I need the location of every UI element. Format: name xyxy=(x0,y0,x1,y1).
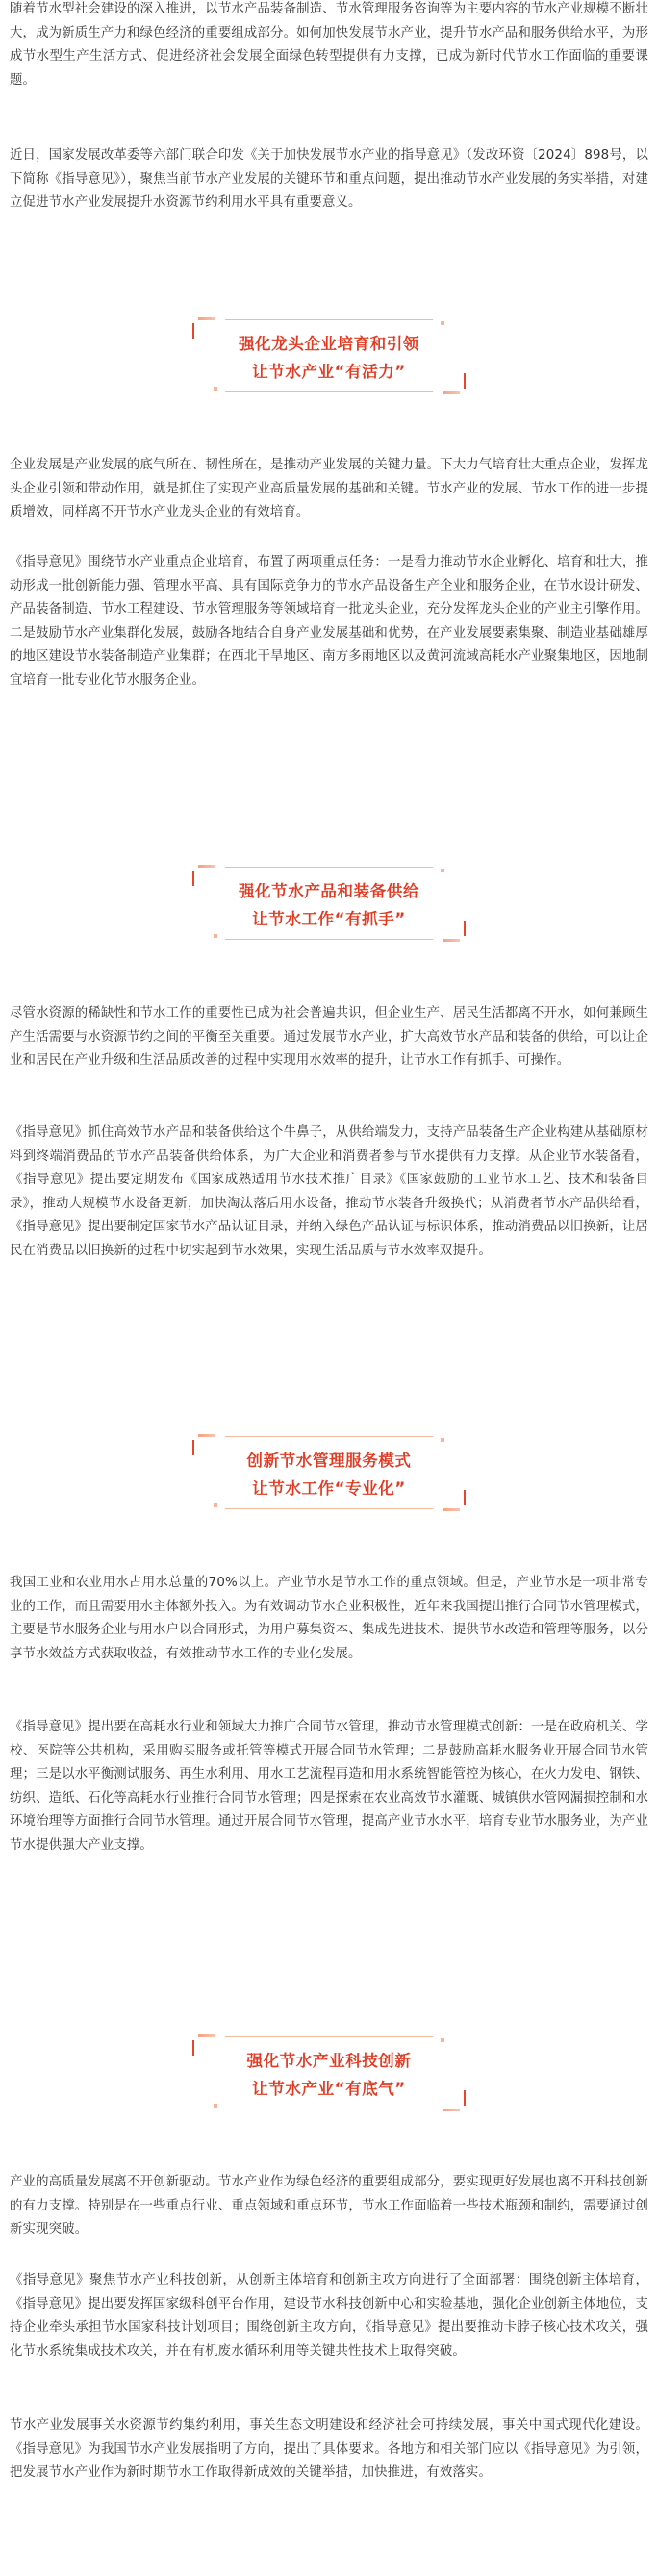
heading-bar-ornament xyxy=(198,865,215,868)
heading-dot-ornament xyxy=(441,2038,444,2042)
heading-dot-ornament xyxy=(214,1503,217,1507)
heading-bar-ornament xyxy=(198,317,215,320)
intro-paragraph-1: 随着节水型社会建设的深入推进，以节水产品装备制造、节水管理服务咨询等为主要内容的节水产业规模不断壮大，成为新质生产力和绿色经济的重要组成部分。如何加快发展节水产业，提升节水产品和服务供给水平，为形成节水型生产生活方式、促进经济社会发展全面绿色转型提供有力支撑，已成为新时代节水工作面临的重要课题。 xyxy=(10,2,648,88)
heading-dot-ornament xyxy=(441,321,444,325)
intro-paragraph-2: 近日，国家发展改革委等六部门联合印发《关于加快发展节水产业的指导意见》（发改环资〔2024〕898号，以下简称《指导意见》），聚焦当前节水产业发展的关键环节和重点问题，提出推动节水产业发展的务实举措，对建立促进节水产业发展提升水资源节约利用水平具有重要意义。 xyxy=(10,148,648,211)
section-1-paragraph-1: 企业发展是产业发展的底气所在、韧性所在，是推动产业发展的关键力量。下大力气培育壮大重点企业，发挥龙头企业引领和带动作用，就是抓住了实现产业高质量发展的基础和关键。节水产业的发展、节水工作的进一步提质增效，同样离不开节水产业龙头企业的有效培育。 xyxy=(10,458,648,520)
section-4-paragraph-1: 产业的高质量发展离不开创新驱动。节水产业作为绿色经济的重要组成部分，要实现更好发展也离不开科技创新的有力支撑。特别是在一些重点行业、重点领域和重点环节，节水工作面临着一些技术瓶颈和制约，需要通过创新实现突破。 xyxy=(10,2175,648,2237)
heading-dot-ornament xyxy=(441,869,444,872)
heading-dot-ornament xyxy=(214,387,217,391)
heading-dot-ornament xyxy=(214,2104,217,2108)
section-1-title-line-2: 让节水产业“有活力” xyxy=(252,363,406,381)
section-heading-4 xyxy=(0,2019,658,2127)
heading-bar-ornament xyxy=(443,939,460,942)
section-3-title-line-1: 创新节水管理服务模式 xyxy=(246,1452,412,1470)
section-3-title-line-2: 让节水工作“专业化” xyxy=(252,1479,406,1498)
section-1-paragraph-2: 《指导意见》围绕节水产业重点企业培育，布置了两项重点任务：一是看力推动节水企业孵化、培育和壮大，推动形成一批创新能力强、管理水平高、具有国际竞争力的节水产品设备生产企业和服务企业，在节水设计研发、产品装备制造、节水工程建设、节水管理服务等领域培育一批龙头企业，充分发挥龙头企业的产业主引擎作用。二是鼓励节水产业集群化发展，鼓励各地结合自身产业发展基础和优势，在产业发展要素集聚、制造业基础雄厚的地区建设节水装备制造产业集群；在西北干旱地区、南方多雨地区以及黄河流域高耗水产业聚集地区，因地制宜培育一批专业化节水服务企业。 xyxy=(10,555,648,688)
heading-bar-ornament xyxy=(443,2109,460,2111)
section-4-paragraph-2: 《指导意见》聚焦节水产业科技创新，从创新主体培育和创新主攻方向进行了全面部署：围绕创新主体培育，《指导意见》提出要发挥国家级科创平台作用，建设节水科技创新中心和实验基地，强化企业创新主体地位，支持企业牵头承担节水国家科技计划项目；围绕创新主攻方向，《指导意见》提出要推动卡脖子核心技术攻关，强化节水系统集成技术攻关，并在有机废水循环利用等关键共性技术上取得突破。 xyxy=(10,2273,648,2359)
heading-bar-ornament xyxy=(443,1508,460,1511)
heading-dot-ornament xyxy=(441,1438,444,1442)
section-heading-2 xyxy=(0,849,658,957)
section-heading-3 xyxy=(0,1419,658,1527)
section-3-paragraph-1: 我国工业和农业用水占用水总量的70%以上。产业节水是节水工作的重点领域。但是，产业节水是一项非常专业的工作，而且需要用水主体额外投入。为有效调动节水企业积极性，近年来我国提出推行合同节水管理模式，主要是节水服务企业与用水户以合同形式，为用户募集资本、集成先进技术、提供节水改造和管理等服务，以分享节水效益方式获取收益，有效推动节水工作的专业化发展。 xyxy=(10,1576,648,1661)
section-2-title-line-2: 让节水工作“有抓手” xyxy=(252,910,406,928)
section-4-title-line-2: 让节水产业“有底气” xyxy=(252,2080,406,2098)
heading-dot-ornament xyxy=(214,934,217,938)
section-3-paragraph-2: 《指导意见》提出要在高耗水行业和领域大力推广合同节水管理，推动节水管理模式创新：一是在政府机关、学校、医院等公共机构，采用购买服务或托管等模式开展合同节水管理；二是鼓励高耗水服务业开展合同节水管理；三是以水平衡测试服务、再生水利用、用水工艺流程再造和用水系统智能管控为核心，在火力发电、钢铁、纺织、造纸、石化等高耗水行业推行合同节水管理；四是探索在农业高效节水灌溉、城镇供水管网漏损控制和水环境治理等方面推行合同节水管理。通过开展合同节水管理，提高产业节水水平，培育专业节水服务业，为产业节水提供强大产业支撑。 xyxy=(10,1720,648,1853)
heading-bar-ornament xyxy=(198,2034,215,2037)
section-4-title-line-1: 强化节水产业科技创新 xyxy=(246,2052,412,2070)
section-1-title-line-1: 强化龙头企业培育和引领 xyxy=(238,335,420,353)
section-4-paragraph-3: 节水产业发展事关水资源节约集约利用，事关生态文明建设和经济社会可持续发展，事关中国式现代化建设。《指导意见》为我国节水产业发展指明了方向，提出了具体要求。各地方和相关部门应以《指导意见》为引领，把发展节水产业作为新时期节水工作取得新成效的关键举措，加快推进，有效落实。 xyxy=(10,2418,648,2481)
section-2-paragraph-1: 尽管水资源的稀缺性和节水工作的重要性已成为社会普遍共识，但企业生产、居民生活都离不开水，如何兼顾生产生活需要与水资源节约之间的平衡至关重要。通过发展节水产业，扩大高效节水产品和装备的供给，可以让企业和居民在产业升级和生活品质改善的过程中实现用水效率的提升，让节水工作有抓手、可操作。 xyxy=(10,1006,648,1069)
heading-bar-ornament xyxy=(443,391,460,394)
section-2-paragraph-2: 《指导意见》抓住高效节水产品和装备供给这个牛鼻子，从供给端发力，支持产品装备生产企业构建从基础原材料到终端消费品的节水产品装备供给体系，为广大企业和消费者参与节水提供有力支撑。从企业节水装备看，《指导意见》提出要定期发布《国家成熟适用节水技术推广目录》《国家鼓励的工业节水工艺、技术和装备目录》，推动大规模节水设备更新，加快淘汰落后用水设备，推动节水装备升级换代；从消费者节水产品供给看，《指导意见》提出要制定国家节水产品认证目录，并纳入绿色产品认证与标识体系，推动消费品以旧换新，让居民在消费品以旧换新的过程中切实起到节水效果，实现生活品质与节水效率双提升。 xyxy=(10,1125,648,1258)
heading-bar-ornament xyxy=(198,1434,215,1437)
section-heading-1 xyxy=(0,302,658,410)
section-2-title-line-1: 强化节水产品和装备供给 xyxy=(238,882,420,900)
